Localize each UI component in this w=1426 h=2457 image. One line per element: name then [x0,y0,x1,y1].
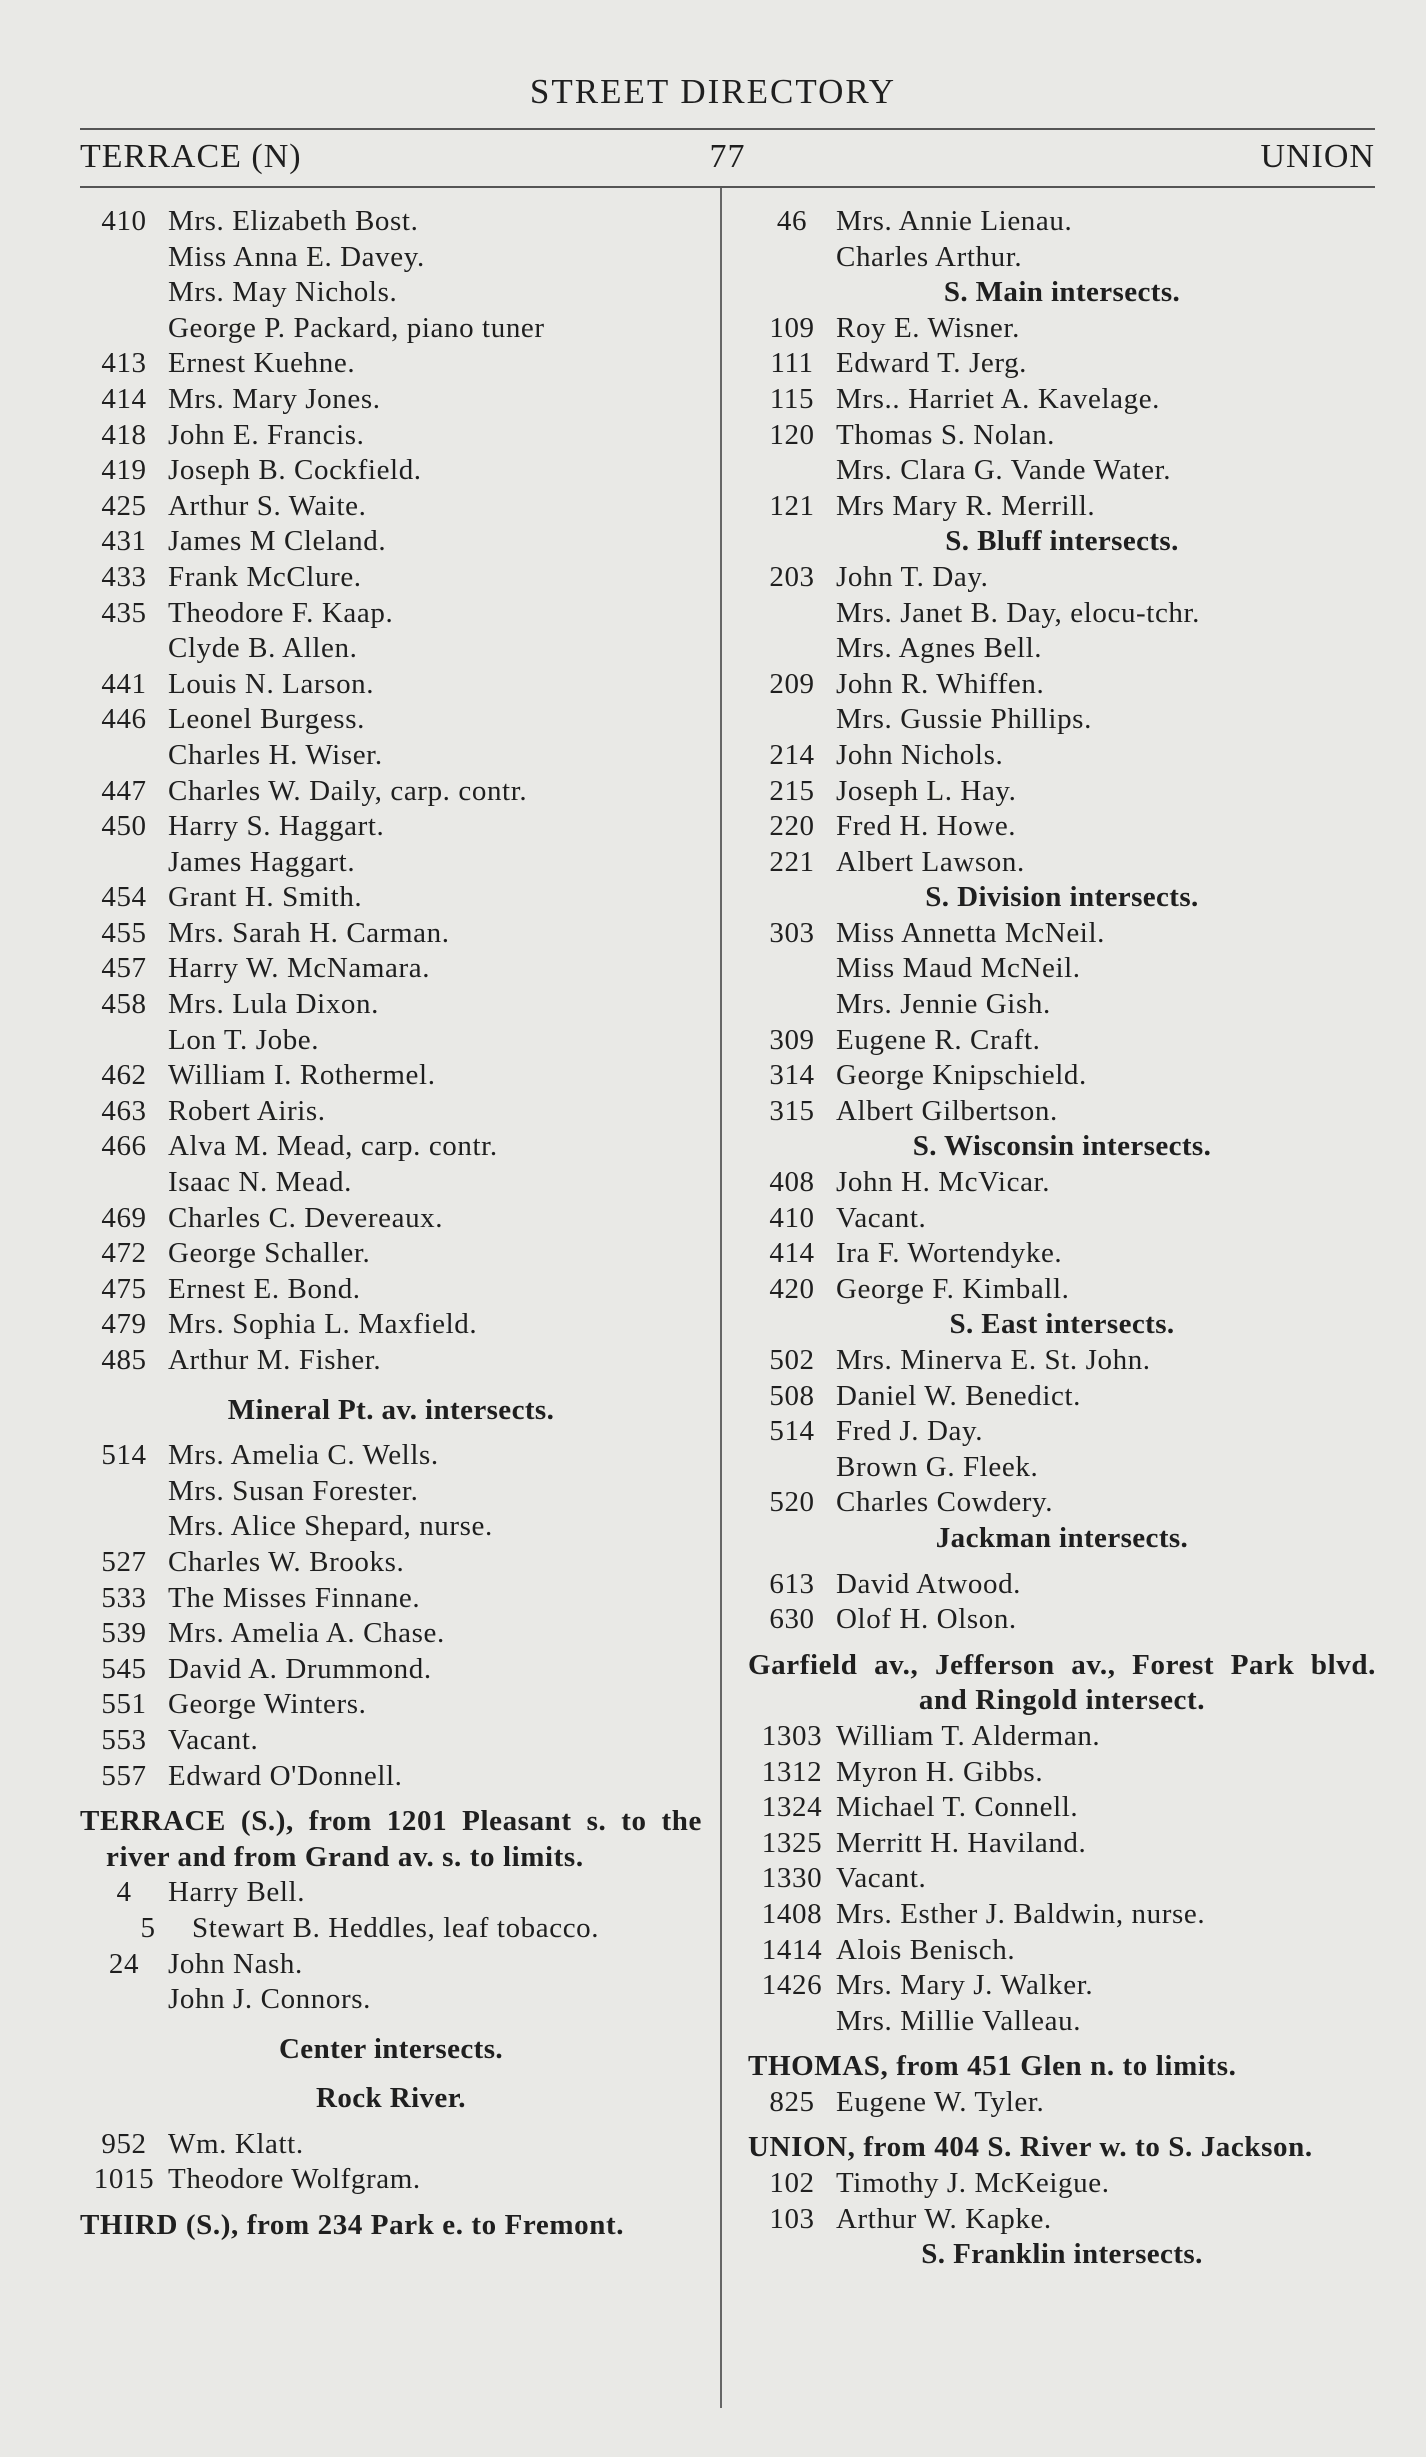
directory-entry [748,809,1376,845]
house-number: 315 [769,1094,815,1127]
house-number: 1303 [761,1719,823,1752]
house-number: 1325 [761,1826,823,1859]
directory-entry [748,560,1376,596]
directory-entry [80,524,702,560]
resident-name: Mrs. Jennie Gish. [836,988,1051,1021]
resident-name: Arthur W. Kapke. [836,2202,1052,2235]
house-number: 420 [769,1272,815,1305]
page-title: STREET DIRECTORY [529,72,897,111]
directory-entry [748,204,1376,240]
directory-entry [80,418,702,454]
house-number: 545 [101,1652,147,1685]
running-head-right: UNION [1260,138,1375,175]
directory-entry [748,1236,1376,1272]
directory-entry [80,916,702,952]
resident-name: John Nash. [168,1947,303,1980]
directory-entry [748,2202,1376,2238]
house-number: 431 [101,525,147,558]
resident-name: Miss Anna E. Davey. [168,240,425,273]
resident-name: Mrs. Mary J. Walker. [836,1969,1094,2002]
house-number: 458 [101,988,147,1021]
resident-name: Lon T. Jobe. [168,1023,320,1056]
house-number: 303 [769,916,815,949]
house-number: 425 [101,489,147,522]
resident-name: Timothy J. McKeigue. [836,2167,1110,2200]
house-number: 479 [101,1308,147,1341]
street-heading: UNION, from 404 S. River w. to S. Jackson. [748,2131,1313,2164]
resident-name: Myron H. Gibbs. [836,1755,1044,1788]
resident-name: Alois Benisch. [836,1933,1016,1966]
resident-name: Vacant. [168,1723,259,1756]
resident-name: Mrs. Sophia L. Maxfield. [168,1308,478,1341]
house-number: 1324 [761,1791,823,1824]
house-number: 485 [101,1344,147,1376]
house-number: 472 [101,1237,147,1270]
house-number: 557 [101,1759,147,1792]
intersection-heading: Jackman intersects. [935,1521,1189,1554]
resident-name: George P. Packard, piano tuner [168,311,545,344]
resident-name: Fred J. Day. [836,1415,984,1448]
resident-name: William I. Rothermel. [168,1059,436,1092]
house-number: 1330 [761,1862,823,1895]
resident-name: Ernest E. Bond. [168,1272,361,1305]
intersection-heading: Center intersects. [278,2032,504,2065]
house-number: 418 [101,418,147,451]
resident-name: John J. Connors. [168,1983,371,2016]
resident-name: James Haggart. [168,845,356,878]
directory-entry [80,596,702,632]
intersection-heading: S. East intersects. [949,1308,1175,1341]
house-number: 508 [769,1379,815,1412]
directory-entry [80,880,702,916]
directory-entry [748,2085,1376,2121]
directory-entry [748,1567,1376,1603]
resident-name: Mrs. Amelia C. Wells. [168,1439,439,1472]
directory-entry [80,987,702,1023]
intersection-heading: S. Main intersects. [943,276,1181,309]
directory-entry [80,204,702,240]
running-header [80,138,1375,182]
directory-entry [748,1379,1376,1415]
directory-entry [748,951,1376,987]
directory-entry [80,1474,702,1510]
house-number: 109 [769,311,815,344]
house-number: 221 [769,845,815,878]
directory-entry [80,1509,702,1545]
resident-name: Fred H. Howe. [836,810,1017,843]
intersection-heading: S. Franklin intersects. [921,2238,1203,2271]
house-number: 952 [101,2127,147,2160]
directory-entry [80,1023,702,1059]
resident-name: Mrs. Lula Dixon. [168,988,379,1021]
resident-name: William T. Alderman. [836,1719,1101,1752]
house-number: 825 [769,2085,815,2118]
resident-name: Brown G. Fleek. [836,1450,1039,1483]
resident-name: Mrs. Susan Forester. [168,1474,419,1507]
directory-entry [748,1094,1376,1130]
house-number: 514 [769,1415,815,1448]
resident-name: Miss Annetta McNeil. [836,916,1105,949]
resident-name: George F. Kimball. [836,1272,1070,1305]
directory-entry [80,702,702,738]
house-number: 469 [101,1201,147,1234]
directory-entry [748,1861,1376,1897]
directory-entry [80,1911,702,1947]
left-column [80,204,702,2244]
resident-name: Mrs. Minerva E. St. John. [836,1344,1151,1376]
header-rule-top [80,128,1375,130]
directory-entry [80,667,702,703]
resident-name: Mrs Mary R. Merrill. [836,489,1096,522]
house-number: 115 [769,382,815,415]
resident-name: George Knipschield. [836,1059,1087,1092]
resident-name: Vacant. [836,1201,927,1234]
directory-entry [80,275,702,311]
house-number: 539 [101,1617,147,1650]
house-number: 441 [101,667,147,700]
directory-entry [80,1723,702,1759]
directory-entry [80,1165,702,1201]
directory-entry [748,1790,1376,1826]
resident-name: Mrs. Millie Valleau. [836,2004,1082,2037]
resident-name: Charles Arthur. [836,240,1023,273]
house-number: 203 [769,560,815,593]
resident-name: Roy E. Wisner. [836,311,1020,344]
resident-name: Charles Cowdery. [836,1486,1054,1519]
resident-name: The Misses Finnane. [168,1581,421,1614]
directory-entry [80,1616,702,1652]
directory-entry [80,738,702,774]
resident-name: Michael T. Connell. [836,1791,1079,1824]
resident-name: Theodore Wolfgram. [168,2163,421,2196]
house-number: 214 [769,738,815,771]
resident-name: Joseph L. Hay. [836,774,1017,807]
resident-name: Ernest Kuehne. [168,347,356,380]
house-number: 419 [101,454,147,487]
house-number: 630 [769,1603,815,1636]
street-heading: THOMAS, from 451 Glen n. to limits. [748,2050,1237,2083]
resident-name: Robert Airis. [168,1094,326,1127]
resident-name: Eugene R. Craft. [836,1023,1041,1056]
resident-name: Thomas S. Nolan. [836,418,1056,451]
resident-name: Edward O'Donnell. [168,1759,403,1792]
house-number: 455 [101,916,147,949]
directory-entry [748,667,1376,703]
column-divider [720,188,722,2408]
house-number: 551 [101,1688,147,1721]
page-number: 77 [709,138,746,175]
resident-name: Vacant. [836,1862,927,1895]
directory-entry [80,1759,702,1795]
street-heading: TERRACE (S.), from 1201 Pleasant s. to the river and from Grand av. s. to limits. [80,1805,702,1873]
running-head-left: TERRACE (N) [80,138,302,175]
directory-entry [748,702,1376,738]
resident-name: Harry S. Haggart. [168,810,385,843]
directory-entry [748,845,1376,881]
header-rule-bottom [80,186,1375,188]
directory-entry [748,1719,1376,1755]
house-number: 1015 [93,2163,155,2196]
directory-entry [748,418,1376,454]
resident-name: Mrs. Annie Lienau. [836,205,1073,237]
directory-entry [748,382,1376,418]
directory-entry [748,916,1376,952]
directory-entry [80,1058,702,1094]
directory-entry [748,1933,1376,1969]
directory-entry [748,1414,1376,1450]
resident-name: Grant H. Smith. [168,881,363,914]
directory-entry [80,1438,702,1474]
directory-entry [748,1755,1376,1791]
directory-entry [748,1968,1376,2004]
resident-name: Miss Maud McNeil. [836,952,1081,985]
directory-entry [80,1307,702,1343]
house-number: 103 [769,2202,815,2235]
directory-entry [748,1343,1376,1379]
resident-name: David Atwood. [836,1567,1022,1600]
directory-entry [80,240,702,276]
house-number: 613 [769,1567,815,1600]
directory-entry [748,987,1376,1023]
house-number: 457 [101,952,147,985]
house-number: 102 [769,2167,815,2200]
directory-entry [748,1023,1376,1059]
house-number: 1312 [761,1755,823,1788]
house-number: 454 [101,881,147,914]
resident-name: Charles W. Daily, carp. contr. [168,774,528,807]
directory-entry [748,1826,1376,1862]
house-number: 527 [101,1545,147,1578]
resident-name: James M Cleland. [168,525,387,558]
intersection-heading: S. Bluff intersects. [945,525,1179,558]
house-number: 209 [769,667,815,700]
directory-entry [80,1201,702,1237]
house-number: 1426 [761,1969,823,2002]
house-number: 220 [769,810,815,843]
directory-entry [80,2127,702,2163]
directory-entry [80,453,702,489]
resident-name: Mrs. Alice Shepard, nurse. [168,1510,493,1543]
directory-entry [80,809,702,845]
house-number: 410 [101,205,147,237]
house-number: 120 [769,418,815,451]
resident-name: Mrs. Elizabeth Bost. [168,205,419,237]
directory-entry [80,1272,702,1308]
intersection-heading: Garfield av., Jefferson av., Forest Park blvd. and Ringold intersect. [748,1648,1376,1717]
resident-name: Eugene W. Tyler. [836,2085,1045,2118]
resident-name: Daniel W. Benedict. [836,1379,1081,1412]
resident-name: Theodore F. Kaap. [168,596,394,629]
resident-name: John Nichols. [836,738,1004,771]
directory-entry [80,2162,702,2198]
resident-name: Louis N. Larson. [168,667,375,700]
directory-entry [748,240,1376,276]
directory-entry [80,560,702,596]
house-number: 1414 [761,1933,823,1966]
house-number: 450 [101,810,147,843]
resident-name: Leonel Burgess. [168,703,365,736]
directory-entry [80,382,702,418]
resident-name: Albert Lawson. [836,845,1025,878]
directory-entry [748,774,1376,810]
directory-entry [80,1875,702,1911]
resident-name: Charles H. Wiser. [168,738,383,771]
street-heading: THIRD (S.), from 234 Park e. to Fremont. [80,2209,625,2242]
resident-name: Charles W. Brooks. [168,1545,405,1578]
resident-name: John E. Francis. [168,418,365,451]
house-number: 5 [140,1911,156,1944]
directory-entry [748,2166,1376,2202]
directory-entry [80,346,702,382]
resident-name: Charles C. Devereaux. [168,1201,444,1234]
resident-name: Isaac N. Mead. [168,1166,352,1199]
resident-name: Mrs. Gussie Phillips. [836,703,1092,736]
house-number: 414 [101,382,147,415]
directory-entry [748,596,1376,632]
house-number: 408 [769,1166,815,1199]
directory-entry [748,738,1376,774]
directory-entry [748,453,1376,489]
directory-entry [748,631,1376,667]
resident-name: Stewart B. Heddles, leaf tobacco. [192,1911,600,1944]
resident-name: Harry W. McNamara. [168,952,431,985]
directory-entry [80,489,702,525]
directory-entry [748,1485,1376,1521]
directory-entry [80,1236,702,1272]
directory-entry [748,1058,1376,1094]
resident-name: Mrs. Janet B. Day, elocu-tchr. [836,596,1201,629]
directory-entry [80,1947,702,1983]
directory-entry [748,1602,1376,1638]
resident-name: Ira F. Wortendyke. [836,1237,1063,1270]
directory-entry [748,1201,1376,1237]
house-number: 435 [101,596,147,629]
resident-name: George Schaller. [168,1237,371,1270]
directory-entry [748,311,1376,347]
resident-name: John T. Day. [836,560,989,593]
intersection-heading: Rock River. [316,2082,466,2115]
house-number: 533 [101,1581,147,1614]
resident-name: Mrs. Sarah H. Carman. [168,916,450,949]
directory-entry [748,2004,1376,2040]
resident-name: George Winters. [168,1688,367,1721]
resident-name: Clyde B. Allen. [168,632,358,665]
house-number: 514 [101,1439,147,1472]
house-number: 309 [769,1023,815,1056]
house-number: 463 [101,1094,147,1127]
house-number: 413 [101,347,147,380]
house-number: 466 [101,1130,147,1163]
house-number: 46 [776,205,808,237]
intersection-heading: Mineral Pt. av. intersects. [227,1393,555,1426]
house-number: 4 [116,1876,132,1909]
resident-name: Frank McClure. [168,560,362,593]
house-number: 121 [769,489,815,522]
resident-name: Mrs. Clara G. Vande Water. [836,454,1172,487]
directory-entry [748,489,1376,525]
directory-entry [80,631,702,667]
directory-entry [80,845,702,881]
resident-name: Alva M. Mead, carp. contr. [168,1130,498,1163]
resident-name: Edward T. Jerg. [836,347,1028,380]
resident-name: Joseph B. Cockfield. [168,454,422,487]
resident-name: Olof H. Olson. [836,1603,1017,1636]
house-number: 433 [101,560,147,593]
house-number: 502 [769,1344,815,1376]
resident-name: Harry Bell. [168,1876,306,1909]
house-number: 520 [769,1486,815,1519]
directory-entry [748,1897,1376,1933]
resident-name: Arthur M. Fisher. [168,1344,382,1376]
directory-entry [748,1165,1376,1201]
directory-entry [80,1545,702,1581]
intersection-heading: S. Wisconsin intersects. [912,1130,1212,1163]
house-number: 215 [769,774,815,807]
resident-name: Arthur S. Waite. [168,489,367,522]
directory-entry [748,1272,1376,1308]
house-number: 24 [108,1947,140,1980]
directory-entry [80,1982,702,2018]
house-number: 111 [770,347,814,380]
directory-entry [748,346,1376,382]
right-column [748,204,1376,2273]
directory-entry [80,1687,702,1723]
resident-name: Mrs. Esther J. Baldwin, nurse. [836,1897,1206,1930]
directory-entry [80,1581,702,1617]
house-number: 446 [101,703,147,736]
house-number: 410 [769,1201,815,1234]
house-number: 414 [769,1237,815,1270]
resident-name: Mrs. May Nichols. [168,276,398,309]
intersection-heading: S. Division intersects. [925,881,1199,914]
house-number: 314 [769,1059,815,1092]
house-number: 447 [101,774,147,807]
resident-name: John R. Whiffen. [836,667,1045,700]
directory-entry [80,774,702,810]
resident-name: Mrs. Mary Jones. [168,382,381,415]
directory-entry [748,1450,1376,1486]
house-number: 1408 [761,1897,823,1930]
resident-name: Mrs. Agnes Bell. [836,632,1043,665]
resident-name: David A. Drummond. [168,1652,432,1685]
resident-name: Wm. Klatt. [168,2127,304,2160]
house-number: 553 [101,1723,147,1756]
resident-name: Albert Gilbertson. [836,1094,1058,1127]
house-number: 462 [101,1059,147,1092]
resident-name: Merritt H. Haviland. [836,1826,1087,1859]
directory-entry [80,951,702,987]
house-number: 475 [101,1272,147,1305]
resident-name: John H. McVicar. [836,1166,1051,1199]
directory-entry [80,1652,702,1688]
directory-entry [80,1129,702,1165]
directory-entry [80,1343,702,1379]
resident-name: Mrs. Amelia A. Chase. [168,1617,445,1650]
directory-entry [80,1094,702,1130]
directory-entry [80,311,702,347]
resident-name: Mrs.. Harriet A. Kavelage. [836,382,1161,415]
